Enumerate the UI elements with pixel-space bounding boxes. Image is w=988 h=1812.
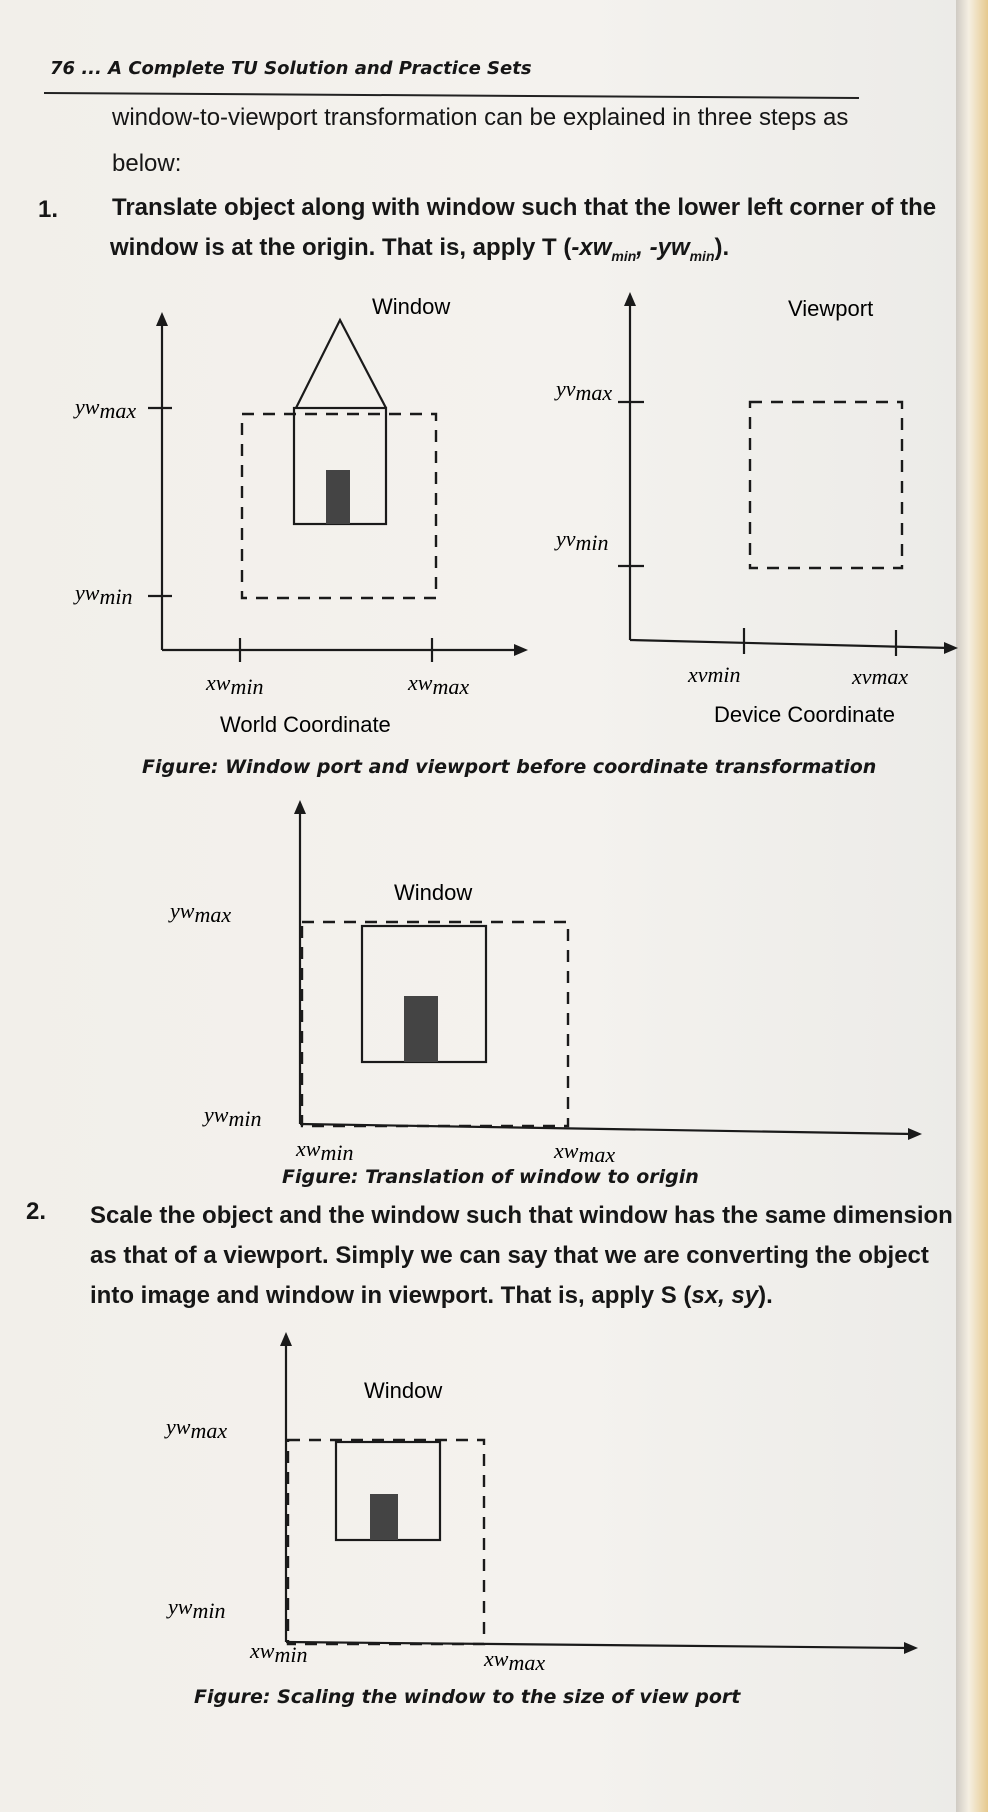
step2-line-1: Scale the object and the window such that window has the same dimension <box>90 1202 953 1229</box>
fig1-yvmax-label: yvmax <box>556 376 613 405</box>
fig1-viewport-label: Viewport <box>788 296 874 321</box>
device-coordinate-caption: Device Coordinate <box>714 702 895 727</box>
step1-math-2: , -yw <box>636 234 690 261</box>
fig1-ywmin-label: ywmin <box>75 580 133 609</box>
figure-2 <box>0 800 988 1167</box>
fig2-xwmin-label: xwmin <box>296 1136 354 1165</box>
fig3-object-fill <box>370 1494 398 1540</box>
step2-line3-suffix: ). <box>758 1282 773 1309</box>
step2-line3-prefix: into image and window in viewport. That is, apply S ( <box>90 1282 692 1309</box>
intro-line-2: below: <box>112 150 182 177</box>
fig3-ywmax-label: ywmax <box>166 1414 228 1443</box>
fig1-window-label: Window <box>372 294 451 319</box>
fig3-xwmin-label: xwmin <box>250 1638 308 1667</box>
header-separator: ... <box>81 58 109 79</box>
step2-math: sx, sy <box>691 1282 759 1309</box>
fig3-window-label: Window <box>364 1378 443 1403</box>
step1-line2-suffix: ). <box>714 234 730 261</box>
fig2-ywmin-label: ywmin <box>204 1102 262 1131</box>
fig2-object-fill <box>404 996 438 1062</box>
running-header <box>50 58 532 79</box>
fig1-yvmin-label: yvmin <box>556 526 609 555</box>
step1-sub-2: min <box>689 247 715 264</box>
figure3-caption: Figure: Scaling the window to the size of view port <box>194 1686 741 1708</box>
house-object <box>294 320 386 524</box>
step1-line2-prefix: window is at the origin. That is, apply T ( <box>110 234 572 261</box>
step2-line-2: as that of a viewport. Simply we can say that we are converting the object <box>90 1242 929 1269</box>
fig2-axes <box>294 800 922 1140</box>
figure-1 <box>0 290 988 810</box>
device-axes <box>618 292 958 656</box>
step2-number: 2. <box>26 1198 47 1225</box>
fig2-window-label: Window <box>394 880 473 905</box>
fig1-xvmax-label: xvmax <box>852 664 909 689</box>
step1-line-1: Translate object along with window such that the lower left corner of the <box>112 194 937 221</box>
figure2-caption: Figure: Translation of window to origin <box>282 1166 699 1188</box>
figure-3 <box>0 1330 988 1675</box>
step1-sub-1: min <box>611 247 637 264</box>
step1-line-2 <box>110 234 729 264</box>
fig2-ywmax-label: ywmax <box>170 898 232 927</box>
fig1-xwmax-label: xwmax <box>408 670 470 699</box>
step2-line-3 <box>90 1282 773 1310</box>
fig1-xwmin-label: xwmin <box>206 670 264 699</box>
fig2-xwmax-label: xwmax <box>554 1138 616 1167</box>
fig3-window-rect <box>288 1440 484 1644</box>
book-title: A Complete TU Solution and Practice Sets <box>108 58 532 79</box>
step1-number: 1. <box>38 196 59 223</box>
viewport-rect <box>750 402 902 568</box>
step1-math-1: -xw <box>571 234 612 261</box>
page-number: 76 <box>50 58 76 79</box>
intro-line-1: window-to-viewport transformation can be explained in three steps as <box>112 104 849 131</box>
fig1-xvmin-label: xvmin <box>688 662 741 687</box>
figure1-caption: Figure: Window port and viewport before coordinate transformation <box>142 756 877 778</box>
fig3-xwmax-label: xwmax <box>484 1646 546 1675</box>
world-coordinate-caption: World Coordinate <box>220 712 391 737</box>
fig1-ywmax-label: ywmax <box>75 394 137 423</box>
fig3-ywmin-label: ywmin <box>168 1594 226 1623</box>
